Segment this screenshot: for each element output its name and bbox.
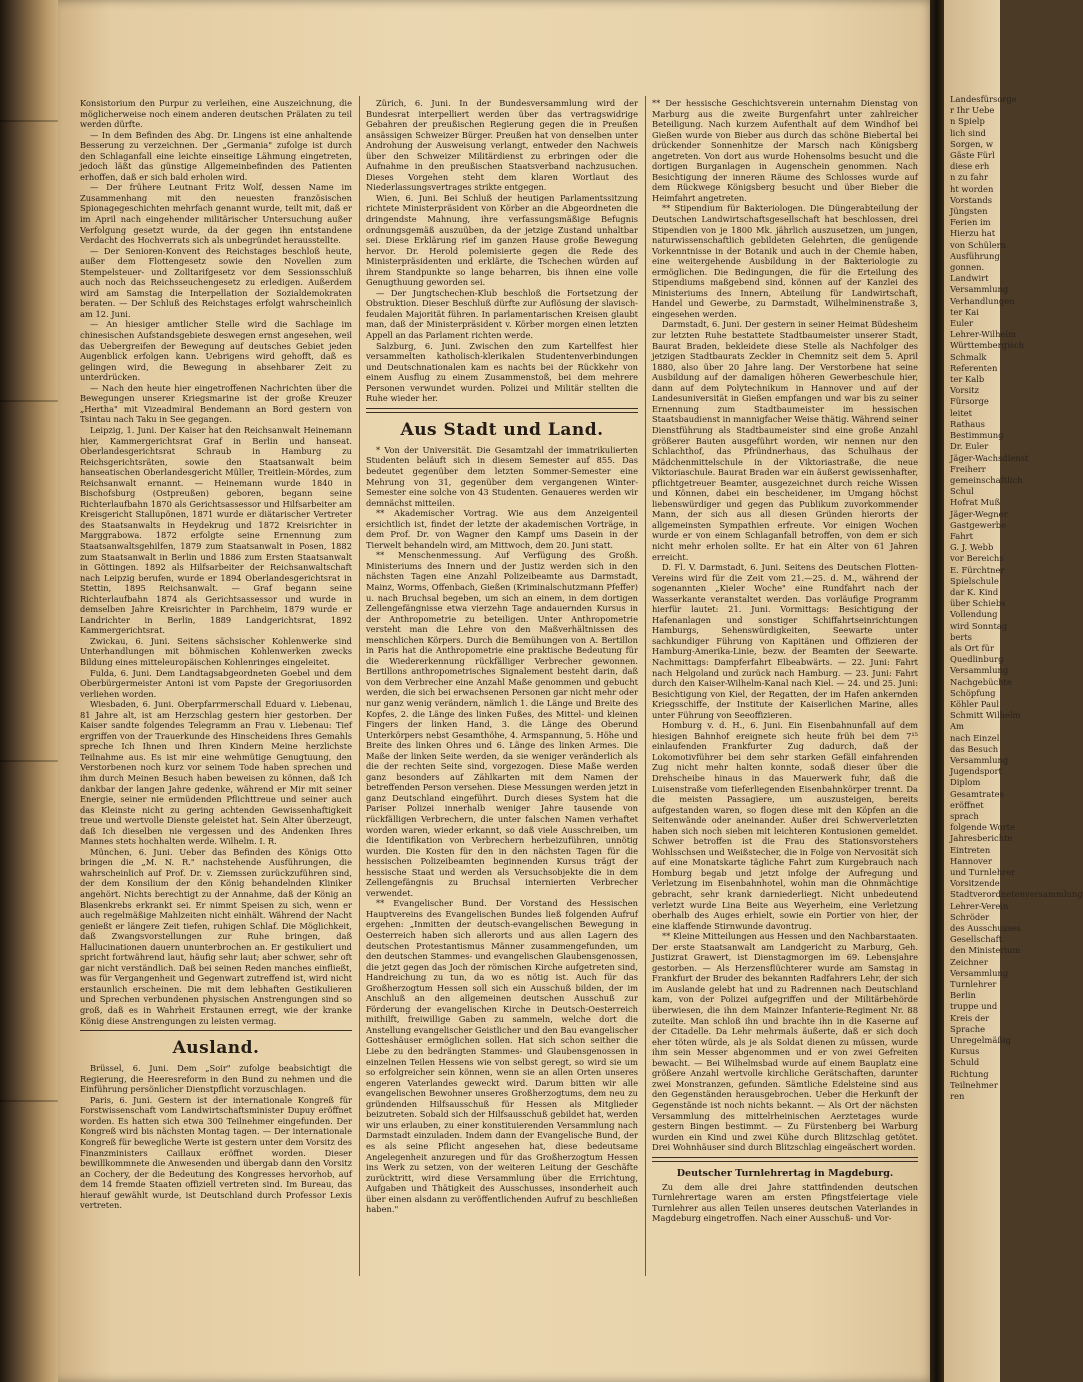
article-paragraph: Zürich, 6. Juni. In der Bundesversammlung wird der Bundesrat interpelliert werden über das vertragswidrige Gebahren der preußischen Regierung gegen die in Preußen ansässigen Schweizer Bürger. Preußen hat von denselben unter Androhung der Ausweisung verlangt, entweder den Nachweis über den Schweizer Militärdienst zu erbringen oder die Aufnahme in den preußischen Staatsverband nachzusuchen. Dieses Vorgehen steht dem klaren Wortlaut des Niederlassungsvertrages strikte entgegen.: [366, 98, 638, 193]
adjacent-page-line: nach Einzel: [950, 732, 1000, 743]
adjacent-page-line: Ausführung: [950, 250, 1000, 261]
adjacent-page-line: sprach: [950, 811, 979, 821]
adjacent-page-line: Gesamtrates: [950, 788, 1004, 799]
adjacent-page-line: Dr. Euler: [950, 441, 989, 452]
article-paragraph: Zu dem alle drei Jahre stattfindenden deutschen Turnlehrertage waren am ersten Pfingstfeiertage viele Turnlehrer aus allen Teilen unseres deutschen Vaterlandes in Magdeburg eingetroffen. Nach einer Ausschuß- und Vor-: [652, 1181, 918, 1224]
adjacent-page-line: Fahrt: [950, 530, 973, 541]
ausland-heading: Ausland.: [172, 1038, 260, 1059]
adjacent-page-line: Jäger-Wegner: [950, 508, 1008, 519]
adjacent-page-line: ren: [950, 1091, 965, 1102]
adjacent-page-line: Euler: [950, 318, 974, 329]
article-paragraph: ** Kleine Mitteilungen aus Hessen und den Nachbarstaaten. Der erste Staatsanwalt am Landgericht zu Marburg, Geh. Justizrat Grawert, ist Dienstagmorgen im 69. Lebensjahre gestorben. — Als Herzensflüchterer wurde am Samstag in Frankfurt der Bruder des bekannten Radfahrers Lehr, der sich im Auslande gelebt hat und zu Radrennen nach Deutschland kam, von der Polizei aufgegriffen und der Militärbehörde überwiesen, die ihn dem Mainzer Infanterie-Regiment Nr. 88 zuteilte. Man schloß ihn und brachte ihn in die Kaserne auf der Citadelle. Da Lehr mehrmals äußerte, daß er sich doch eher töten würde, als je als Soldat dienen zu müssen, wurde ihm sein Messer abgenommen und er von zwei Gefreiten bewacht. — Bei Wilhelmsbad wurde auf einem Bauplatz eine größere Anzahl wertvolle kirchliche Gerätschaften, darunter zwei Monstranzen, gefunden. Sämtliche Edelsteine sind aus den Gegenständen herausgebrochen. Ueber die Herkunft der Gegenstände ist noch nichts bekannt. — Als Ort der nächsten Versammlung des mittelrheinischen Aerztetages wurde gestern Bingen bestimmt. — Zu Fürstenberg bei Warburg wurden ein Kind und zwei Kühe durch Blitzschlag getötet. Drei Wohnhäuser sind durch Blitzschlag eingeäschert worden.: [652, 931, 918, 1153]
column-3: [652, 98, 918, 1268]
adjacent-page-line: Diplom: [950, 777, 981, 788]
adjacent-page-line: Am: [950, 721, 964, 732]
adjacent-page-line: Ferien im: [950, 217, 991, 228]
adjacent-page-line: Vorstands: [950, 194, 993, 205]
article-paragraph: * Von der Universität. Die Gesamtzahl der immatrikulierten Studenten beläuft sich in diesem Semester auf 855. Das bedeutet gegenüber dem letzten Sommer-Semester eine Mehrung von 31, gegenüber dem vergangenen Winter-Semester eine solche von 43 Studenten. Genaueres werden wir demnächst mitteilen.: [366, 444, 638, 508]
adjacent-page-line: Richtung: [950, 1068, 989, 1079]
adjacent-page-line: Freiherr: [950, 463, 986, 474]
adjacent-page-line: lich sind: [950, 127, 986, 138]
adjacent-page-line: ht worden: [950, 183, 994, 194]
adjacent-page-line: Eintreten: [950, 844, 991, 855]
adjacent-page-line: und Turnlehrer: [950, 867, 1016, 878]
article-paragraph: Paris, 6. Juni. Gestern ist der internationale Kongreß für Forstwissenschaft vom Landwirtschaftsminister Dupuy eröffnet worden. Es hatten sich etwa 300 Teilnehmer eingefunden. Der Kongreß wird bis nächsten Montag tagen. — Der internationale Kongreß für bewegliche Werte ist gestern unter dem Vorsitz des Finanzministers Caillaux eröffnet worden. Dieser bewillkommnete die Anwesenden und übergab dann den Vorsitz an Cochery, der die Bedeutung des Kongresses hervorhob, auf dem 14 fremde Staaten offiziell vertreten sind. Im Bureau, das hierauf gewählt wurde, ist Deutschland durch Professor Lexis vertreten.: [80, 1094, 352, 1211]
adjacent-page-line: Sprache: [950, 1023, 986, 1034]
article-paragraph: Darmstadt, 6. Juni. Der gestern in seiner Heimat Büdesheim zur letzten Ruhe bestattete Stadtbaumeister unserer Stadt, Baurat Braden, bekleidete diese Stelle als Nachfolger des jetzigen Stadtbaurats Zeckler in Chemnitz seit dem 5. April 1880, also über 20 Jahre lang. Der Verstorbene hat seine Ausbildung auf der damaligen höheren Gewerbeschule hier, dann auf dem Polytechnikum in Hannover und auf der Landesuniversität in Gießen empfangen und war bis zu seiner Ernennung zum Stadtbaumeister im hessischen Staatsbaudienst in mannigfacher Weise thätig. Während seiner Dienstführung als Stadtbaumeister sind eine große Anzahl größerer Bauten ausgeführt worden, wir nennen nur den Schlachthof, das Pfründnerhaus, das Schulhaus der Mädchenmittelschule in der Viktoriastraße, die neue Viktoriaschule. Baurat Braden war ein äußerst gewissenhafter, pflichtgetreuer Beamter, ausgezeichnet durch reiche Wissen und Können, dabei ein bescheidener, im Umgang höchst liebenswürdiger und gegen das Publikum zuvorkommender Mann, der sich aus all diesen Gründen hierorts der allgemeinsten Sympathien erfreute. Vor einigen Wochen wurde er von einem Schlaganfall betroffen, von dem er sich nicht mehr erholen sollte. Er hat ein Alter von 61 Jahren erreicht.: [652, 319, 918, 562]
adjacent-page-line: Schuld: [950, 1057, 980, 1068]
section-divider: [652, 1157, 918, 1162]
adjacent-page-line: truppe und: [950, 1001, 998, 1012]
article-paragraph: — Der Jungtschechen-Klub beschloß die Fortsetzung der Obstruktion. Dieser Beschluß dürfte zur Auflösung der slavisch-feudalen Majorität führen. In parlamentarischen Kreisen glaubt man, daß der Ministerpräsident v. Körber morgen einen letzten Appell an das Parlament richten werde.: [366, 287, 638, 341]
adjacent-page-line: Lehrer-Verein: [950, 900, 1009, 911]
adjacent-page-line: Hierzu hat: [950, 228, 996, 239]
article-paragraph: Homburg v. d. H., 6. Juni. Ein Eisenbahnunfall auf dem hiesigen Bahnhof ereignete sich heute früh bei dem 7¹⁵ einlaufenden Frankfurter Zug dadurch, daß der Lokomotivführer bei dem sehr starken Gefäll einfahrenden Zug nicht mehr halten konnte, sodaß dieser über die Drehscheibe hinaus in das Mauerwerk fuhr, daß die Luisenstraße vom tieferliegenden Eisenbahnkörper trennt. Da die meisten Passagiere, um auszusteigen, bereits aufgestanden waren, so flogen diese mit den Köpfen an die Seitenwände oder aneinander. Außer drei Schwerverletzten haben sich noch sieben mit leichteren Kontusionen gemeldet. Schwer betroffen ist die Frau des Stationsvorstehers Wohlsschsen und Weißstecher, die in Folge von Nervosität sich auf eine Monatskarte tägliche Fahrt zum Kurgebrauch nach Homburg begab und jetzt infolge der Aufregung und Verletzung im Eisenbahnhotel, wohin man die Ohnmächtige gebracht, sehr krank darniederliegt. Nicht unbedeutend verletzt wurde Lina Beite aus Weyerheim, eine Verletzung oberhalb des Auges erhielt, sowie ein Portier von hier, der eine klaffende Stirnwunde davontrug.: [652, 720, 918, 931]
adjacent-page-line: Referenten: [950, 362, 998, 373]
adjacent-page-line: Bestimmung: [950, 430, 1004, 441]
adjacent-page-edge: [944, 0, 1083, 1382]
adjacent-page-line: Vorsitz: [950, 385, 980, 396]
adjacent-page-line: Unregelmäßig: [950, 1035, 1011, 1046]
article-paragraph: Wiesbaden, 6. Juni. Oberpfarrmerschall Eduard v. Liebenau, 81 Jahre alt, ist am Herzschlag gestern hier gestorben. Der Kaiser sandte folgendes Telegramm an Frau v. Liebenau: Tief ergriffen von der Trauerkunde des Hinscheidens Ihres Gemahls spreche Ich Ihnen und Ihren Kindern Meine herzlichste Teilnahme aus. Es ist mir eine wehmütige Genugtuung, den Verstorbenen noch kurz vor seinem Tode haben sprechen und ihm durch Meinen Besuch haben beweisen zu können, daß Ich dankbar der langen Jahre gedenke, während er Mir mit seiner Energie, seiner nie ermüdenden Pflichttreue und seiner auch das Kleinste nicht zu gering achtenden Gewissenhaftigkeit treue und wertvolle Dienste geleistet hat. Sein Alter überzeugt, daß Ich dieselben nie vergessen und des Andenken Ihres Mannes stets hochhalten werde. Wilhelm. I. R.: [80, 699, 352, 847]
adjacent-page-line: Versammlung: [950, 754, 1009, 765]
article-paragraph: Fulda, 6. Juni. Dem Landtagsabgeordneten Goebel und dem Oberbürgermeister Antoni ist vom Papste der Gregoriusorden verliehen worden.: [80, 667, 352, 699]
adjacent-page-line: vor Bereichs: [950, 553, 1004, 564]
adjacent-page-line: G. J. Webb: [950, 542, 994, 553]
adjacent-page-line: Hofrat Muß: [950, 497, 1001, 508]
adjacent-page-line: Zeichner: [950, 956, 988, 967]
adjacent-page-line: des Ausschusses: [950, 923, 1021, 934]
book-binding: [0, 0, 58, 1382]
adjacent-page-line: Sorgen, w: [950, 138, 993, 149]
adjacent-page-line: E. Fürchtner: [950, 564, 1005, 575]
adjacent-page-line: Quedlinburg: [950, 654, 1004, 665]
adjacent-page-line: Versammlung: [950, 967, 1009, 978]
column-2: [366, 98, 638, 1268]
article-paragraph: Wien, 6. Juni. Bei Schluß der heutigen Parlamentssitzung richtete Ministerpräsident von Körber an die Abgeordneten die dringendste Mahnung, ihre verfassungsmäßige Befugnis ordnungsgemäß auszuüben, da der jetzige Zustand unhaltbar sei. Diese Erklärung rief im ganzen Hause große Bewegung hervor. Dr. Herold polemisierte gegen die Rede des Ministerpräsidenten und erklärte, die Tschechen würden auf ihrem Standpunkte so lange beharren, bis ihnen eine volle Genugthuung geworden sei.: [366, 192, 638, 288]
adjacent-page-line: eröffnet: [950, 799, 984, 810]
adjacent-page-line: ter Kalb: [950, 374, 985, 385]
turnlehrertag-heading: Deutscher Turnlehrertag in Magdeburg.: [676, 1167, 894, 1179]
article-paragraph: Leipzig, 1. Juni. Der Kaiser hat den Reichsanwalt Heinemann hier, Kammergerichtsrat Graf in Berlin und hanseat. Oberlandesgerichtsrat Schraub in Hamburg zu Reichsgerichtsräten, sowie den Staatsanwalt beim hanseatischen Oberlandesgericht Müller, Treitlein-Mördes, zum Reichsanwalt ernannt. — Heinemann wurde 1840 in Bischofsburg (Ostpreußen) geboren, begann seine Richterlaufbahn 1870 als Gerichtsassessor und Hilfsarbeiter am Kreisgericht Stallupönen, 1871 wurde er diätarischer Vertreter des Staatsanwalts in Heydekrug und 1872 Kreisrichter in Marggrabowa. 1872 erfolgte seine Ernennung zum Staatsanwaltsgehilfen, 1879 zum Staatsanwalt in Posen, 1882 zum Staatsanwalt in Berlin und 1886 zum Ersten Staatsanwalt in Göttingen. 1892 als Hilfsarbeiter der Reichsanwaltschaft nach Leipzig berufen, wurde er 1894 Oberlandesgerichtsrat in Stettin, 1895 Reichsanwalt. — Graf begann seine Richterlaufbahn 1874 als Gerichtsassessor und wurde in demselben Jahre Kreisrichter in Parchheim, 1879 wurde er Landrichter in Berlin, 1889 Landgerichtsrat, 1892 Kammergerichtsrat.: [80, 424, 352, 636]
adjacent-page-line: dar K. Kind: [950, 586, 999, 597]
adjacent-page-line: Vollendung: [950, 609, 998, 620]
adjacent-page-line: Landwirt: [950, 273, 989, 284]
adjacent-page-line: Turnlehrer: [950, 979, 997, 990]
column-1: [80, 98, 352, 1268]
page-gutter: [930, 0, 944, 1382]
adjacent-page-line: Berlin: [950, 990, 976, 1001]
article-paragraph: Konsistorium den Purpur zu verleihen, eine Auszeichnung, die möglicherweise noch einem anderen deutschen Prälaten zu teil werden dürfte.: [80, 98, 352, 130]
adjacent-page-line: Kursus: [950, 1046, 980, 1057]
adjacent-page-line: Nachgebüchte: [950, 676, 1012, 687]
adjacent-page-line: Landesfürsorge: [950, 94, 1017, 104]
adjacent-page-line: Fürsorge: [950, 396, 989, 407]
article-paragraph: München, 6. Juni. Ueber das Befinden des Königs Otto bringen die „M. N. R." nachstehende Ausführungen, die wahrscheinlich auf Prof. Dr. v. Ziemssen zurückzuführen sind, der dem Konsilium der den König behandelnden Kliniker angehört. Nichts berechtigt zu der Annahme, daß der König an Blasenkrebs erkrankt sei. Er nimmt Speisen zu sich, wenn er auch regelmäßige Mahlzeiten nicht einhält. Während der Nacht genießt er längere Zeit tiefen, ruhigen Schlaf. Die Möglichkeit, daß Zwangsvorstellungen zur Ruhe bringen, daß Hallucinationen dauern ununterbrochen an. Er gestikuliert und spricht fortwährend laut, häufig sehr laut; aber schwer, sehr oft gar nicht verständlich. Daß bei seinen Reden manches einfließt, was für Vergangenheit und Gegenwart zutreffend ist, wird nicht erstaunlich erscheinen. Die mit dem lebhaften Gestikulieren und Sprechen verbundenen physischen Anstrengungen sind so groß, daß es in Wahrheit Erstaunen erregt, wie der kranke König diese Anstrengungen zu leisten vermag.: [80, 846, 352, 1026]
article-paragraph: — Nach den heute hier eingetroffenen Nachrichten über die Bewegungen unserer Kriegsmarine ist der große Kreuzer „Hertha" mit Vizeadmiral Bendemann an Bord gestern von Tsintau nach Taku in See gegangen.: [80, 382, 352, 425]
article-paragraph: — An hiesiger amtlicher Stelle wird die Sachlage im chinesischen Aufstandsgebiete deswegen ernst angesehen, weil das Uebergreifen der Bewegung auf deutsches Gebiet jeden Augenblick erfolgen kann. Uebrigens wird gehofft, daß es gelingen wird, die Bewegung in absehbarer Zeit zu unterdrücken.: [80, 319, 352, 383]
adjacent-page-line: r Ihr Uebe: [950, 105, 995, 116]
adjacent-page-line: von Schülern: [950, 239, 1007, 250]
adjacent-page-line: berts: [950, 631, 972, 642]
adjacent-page-line: Schmalk: [950, 351, 987, 362]
adjacent-page-line: Lehrer-Wilhelm: [950, 329, 1017, 340]
adjacent-page-line: leitet: [950, 407, 973, 418]
adjacent-page-line: Teilnehmer: [950, 1079, 998, 1090]
adjacent-page-line: gemeinschaftlich: [950, 474, 1023, 485]
adjacent-page-line: Gastgewerbe: [950, 519, 1007, 530]
adjacent-page-line: wird Sonntag: [950, 620, 1008, 631]
adjacent-page-line: Schöpfung: [950, 687, 996, 698]
section-divider: [80, 1030, 352, 1031]
column-rule: [359, 96, 360, 1276]
adjacent-page-line: das Besuch: [950, 743, 999, 754]
adjacent-page-line: Jüngsten: [950, 206, 988, 217]
adjacent-page-line: Württembergisch: [950, 340, 1025, 351]
adjacent-page-line: den Ministerium: [950, 945, 1021, 956]
article-paragraph: D. Fl. V. Darmstadt, 6. Juni. Seitens des Deutschen Flotten-Vereins wird für die Zeit vom 21.—25. d. M., während der sogenannten „Kieler Woche" eine Rundfahrt nach der Wasserkante veranstaltet werden. Das vorläufige Programm hierfür lautet: 21. Juni. Vormittags: Besichtigung der Hafenanlagen und sonstiger Schiffahrtseinrichtungen Hamburgs, Sehenswürdigkeiten, Seewarte unter sachkundiger Führung von Kapitänen und Offizieren der Hamburg-Amerika-Linie, bezw. der Beamten der Seewarte. Nachmittags: Dampferfahrt Elbeabwärts. — 22. Juni: Fahrt nach Helgoland und zurück nach Hamburg. — 23. Juni: Fahrt durch den Kaiser-Wilhelm-Kanal nach Kiel. — 24. und 25. Juni: Besichtigung von Kiel, der Regatten, der im Hafen ankernden Kriegsschiffe, der Institute der Kaiserlichen Marine, alles unter Führung von Seeoffizieren.: [652, 562, 918, 720]
article-paragraph: ** Akademischer Vortrag. Wie aus dem Anzeigenteil ersichtlich ist, findet der letzte der akademischen Vorträge, in dem Prof. Dr. von Wagner den Kampf ums Dasein in der Tierwelt behandeln wird, am Mittwoch, dem 20. Juni statt.: [366, 508, 638, 550]
stadt-und-land-heading: Aus Stadt und Land.: [400, 419, 604, 440]
adjacent-page-line: Schmitt Wilhelm: [950, 710, 1021, 721]
adjacent-page-line: Jugendsport: [950, 766, 1002, 777]
article-paragraph: — Der Senioren-Konvent des Reichstages beschloß heute, außer dem Flottengesetz sowie den Novellen zum Stempelsteuer- und Zolltarifgesetz vor dem Sessionsschluß auch noch das Reichsseuchengesetz zu erledigen. Außerdem wird am Samstag die Interpellation der Sozialdemokraten beraten. — Der Schluß des Reichstages erfolgt wahrscheinlich am 12. Juni.: [80, 245, 352, 319]
adjacent-page-line: Versammlung: [950, 665, 1009, 676]
adjacent-page-line: gonnen.: [950, 262, 985, 273]
adjacent-page-line: Gesellschaft: [950, 934, 1003, 945]
adjacent-page-line: Schröder: [950, 911, 990, 922]
adjacent-page-line: Gäste Fürl: [950, 150, 995, 161]
article-paragraph: Zwickau, 6. Juni. Seitens sächsischer Kohlenwerke sind Unterhandlungen mit böhmischen Kohlenwerken zwecks Bildung eines mitteleuropäischen Kohlenringes eingeleitet.: [80, 635, 352, 667]
adjacent-page-line: Versammlung: [950, 284, 1009, 295]
article-paragraph: ** Der hessische Geschichtsverein unternahm Dienstag von Marburg aus die zweite Burgenfahrt unter zahlreicher Beteiligung. Nach kurzem Aufenthalt auf dem Windhof bei Gießen wurde von Bieber aus durch das schöne Biebertal bei drückender Sonnenhitze der Marsch nach Königsberg angetreten. Von dort aus wurde Hohensolms besucht und die dortigen Burganlagen in Augenschein genommen. Nach Besichtigung der inneren Räume des Schlosses wurde auf dem Rückwege Königsberg besucht und über Bieber die Heimfahrt angetreten.: [652, 98, 918, 203]
article-paragraph: — Der frühere Leutnant Fritz Wolf, dessen Name im Zusammenhang mit den neuesten französischen Spionagegeschichten mehrfach genannt wurde, teilt mit, daß er im April nach eingehender militärischer Untersuchung außer Verfolgung gesetzt wurde, da der gegen ihn entstandene Verdacht des Hochverrats sich als unbegründet herausstellte.: [80, 182, 352, 246]
adjacent-page-line: Rathaus: [950, 418, 985, 429]
article-paragraph: Salzburg, 6. Juni. Zwischen den zum Kartellfest hier versammelten katholisch-klerikalen Studentenverbindungen und Deutschnationalen kam es nachts bei der Rückkehr von einem Ausflug zu einem Zusammenstoß, bei dem mehrere Personen verwundet wurden. Polizei und Militär stellten die Ruhe wieder her.: [366, 340, 638, 404]
adjacent-page-line: Spielschule: [950, 575, 999, 586]
adjacent-page-line: Köhler Paul: [950, 698, 1000, 709]
column-rule: [645, 96, 646, 1276]
adjacent-page-line: Schul: [950, 486, 974, 497]
article-paragraph: Brüssel, 6. Juni. Dem „Soir" zufolge beabsichtigt die Regierung, die Heeresreform in den Bund zu nehmen und die Einführung persönlicher Dienstpflicht vorzuschlagen.: [80, 1063, 352, 1095]
adjacent-page-line: über Schiebs: [950, 598, 1006, 609]
article-paragraph: ** Menschenmessung. Auf Verfügung des Großh. Ministeriums des Innern und der Justiz werden sich in den nächsten Tagen eine Anzahl Polizeibeamte aus Darmstadt, Mainz, Worms, Offenbach, Gießen (Kriminalschutzmann Pfeffer) u. nach Bruchsal begeben, um sich an einem, in dem dortigen Zellengefängnisse etwa vierzehn Tage andauernden Kursus in der Anthropometrie zu beteiligen. Unter Anthropometrie versteht man die Lehre von den Maßverhältnissen des menschlichen Körpers. Durch die Bemühungen von A. Bertillon in Paris hat die Anthropometrie eine praktische Bedeutung für die Wiedererkennung rückfälliger Verbrecher gewonnen. Bertillons anthropometrisches Signalement besteht darin, daß von dem Verbrecher eine Anzahl Maße genommen und gebucht werden, die sich bei erwachsenen Personen gar nicht mehr oder nur ganz wenig verändern, nämlich 1. die Länge und Breite des Kopfes, 2. die Länge des linken Fußes, des Mittel- und kleinen Fingers der linken Hand, 3. die Länge des Oberund Unterkörpers nebst Gesamthöhe, 4. Armspannung, 5. Höhe und Breite des linken Ohres und 6. Länge des linken Armes. Die Maße der linken Seite werden, da sie weniger veränderlich als die der rechten Seite sind, vorgezogen. Diese Maße werden ganz besonders auf Zählkarten mit dem Namen der betreffenden Person versehen. Diese Messungen werden jetzt in ganz Deutschland eingeführt. Durch dieses System hat die Pariser Polizei innerhalb weniger Jahre tausende von rückfälligen Verbrechern, die unter falschen Namen verhaftet worden waren, wieder erkannt, so daß viele Ausschreiben, um die Identifikation von Verbrechern herbeizuführen, unnötig wurden. Die Kosten für den in den nächsten Tagen für die hessischen Polizeibeamten beginnenden Kursus trägt der hessische Staat und werden als Versuchsobjekte die in dem Zellengefängnis zu Bruchsal internierten Verbrecher verwendet.: [366, 550, 638, 898]
section-divider: [366, 408, 638, 413]
adjacent-page-line: folgende Worte: [950, 822, 1015, 833]
adjacent-page-line: ter Kai: [950, 306, 979, 317]
adjacent-page-line: Kreis der: [950, 1012, 990, 1023]
adjacent-page-line: n Spielp: [950, 116, 985, 127]
adjacent-page-line: Jahresberichte: [950, 833, 1013, 844]
article-paragraph: — In dem Befinden des Abg. Dr. Lingens ist eine anhaltende Besserung zu verzeichnen. Der „Germania" zufolge ist durch den Schlaganfall eine leichte einseitige Lähmung eingetreten, jedoch läßt das günstige Allgemeinbefinden des Patienten erhoffen, daß er sich bald erholen wird.: [80, 129, 352, 182]
adjacent-page-line: Jäger-Wachsdienst: [950, 452, 1029, 463]
adjacent-page-line: Stadtverordnetenversammlung: [950, 889, 1083, 900]
adjacent-page-text: [944, 0, 1083, 1102]
article-paragraph: ** Evangelischer Bund. Der Vorstand des Hessischen Hauptvereins des Evangelischen Bundes ließ folgenden Aufruf ergehen: „Inmitten der deutsch-evangelischen Bewegung in Oesterreich haben sich allerorts und aus allen Lagern des deutschen Protestantismus Männer zusammengefunden, um den deutschen Stammes- und evangelischen Glaubensgenossen, die jetzt gegen das Joch der römischen Kirche aufgetreten sind, Handreichung zu tun, da wo es nötig ist. Auch für das Großherzogtum Hessen soll sich ein Ausschuß bilden, der im Anschluß an den allgemeinen deutschen Ausschuß zur Förderung der evangelischen Kirche in Deutsch-Oesterreich mithilft, freiwillige Gaben zu sammeln, welche dort die Anstellung evangelischer Geistlicher und den Bau evangelischer Gotteshäuser ermöglichen sollen. Hat sich schon seither die Liebe zu den bedrängten Stammes- und Glaubensgenossen in einzelnen Teilen Hessens wie von selbst geregt, so wird sie um so erfolgreicher sein können, wenn sie an allen Orten unseres engeren Vaterlandes geweckt wird. Darum bitten wir alle evangelischen Bewohner unseres Großherzogtums, dem neu zu gründenden Hilfsausschuß für Hessen als Mitglieder beizutreten. Sobald sich der Hilfsausschuß gebildet hat, werden wir uns erlauben, zu einer konstituierenden Versammlung nach Darmstadt einzuladen. Indem dann der Evangelische Bund, der es als seine Pflicht angesehen hat, diese bedeutsame Angelegenheit anzuregen und für das Großherzogtum Hessen ins Werk zu setzen, von der weiteren Leitung der Geschäfte zurücktritt, wird diese Versammlung über die Errichtung, Aufgaben und Thätigkeit des Ausschusses, insonderheit auch über einen alsdann zu veröffentlichenden Aufruf zu beschließen haben.": [366, 898, 638, 1215]
adjacent-page-line: Vorsitzende: [950, 878, 1000, 889]
adjacent-page-line: n zu fahr: [950, 172, 989, 183]
article-paragraph: ** Stipendium für Bakteriologen. Die Düngerabteilung der Deutschen Landwirtschaftsgesellschaft hat beschlossen, drei Stipendien von je 1800 Mk. jährlich auszusetzen, um jungen, naturwissenschaftlich gebildeten Gelehrten, die genügende Vorkenntnisse in der Botanik und auch in der Chemie haben, eine weitergehende Ausbildung in der Bakteriologie zu ermöglichen. Die Bedingungen, die für die Erteilung des Stipendiums maßgebend sind, können auf der Kanzlei des Ministeriums des Innern, Abteilung für Landwirtschaft, Handel und Gewerbe, zu Darmstadt, Wilhelminenstraße 3, eingesehen werden.: [652, 203, 918, 319]
adjacent-page-line: als Ort für: [950, 642, 995, 653]
adjacent-page-line: Verhandlungen: [950, 295, 1015, 306]
adjacent-page-line: diese erh: [950, 161, 990, 172]
adjacent-page-line: Hannover: [950, 855, 992, 866]
